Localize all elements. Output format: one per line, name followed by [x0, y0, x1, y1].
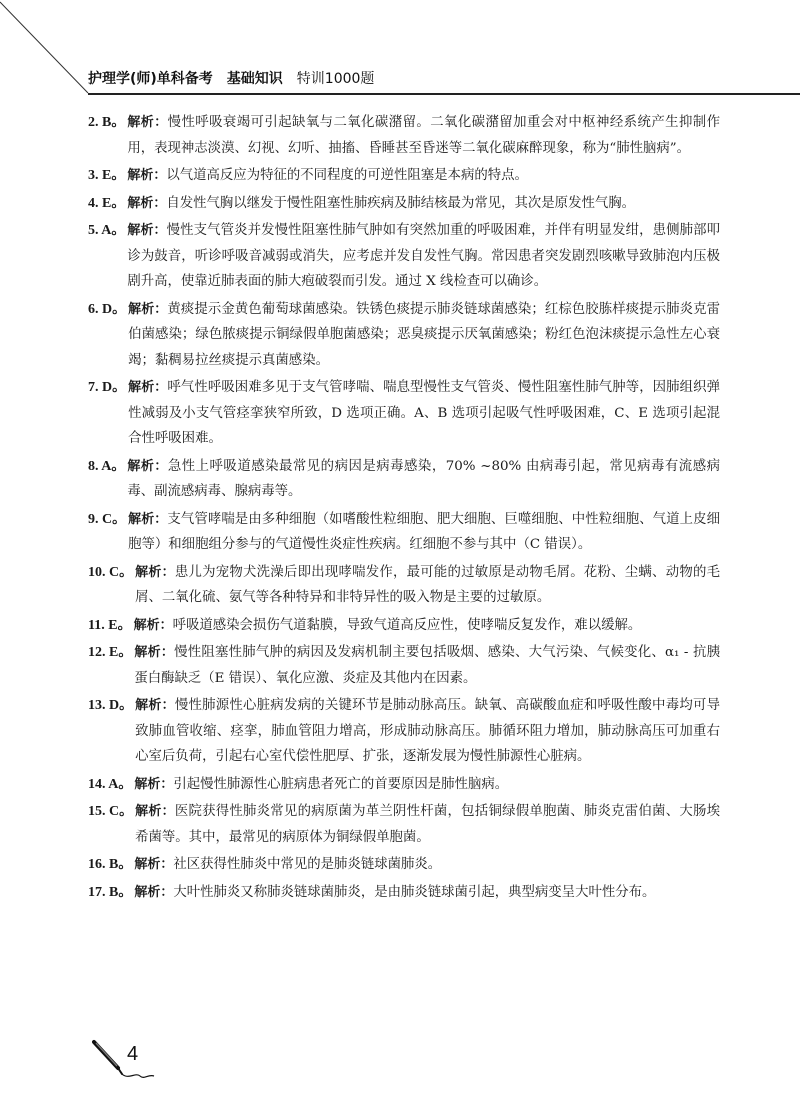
answer-explanation [127, 163, 720, 189]
explanation-text: 急性上呼吸道感染最常见的病因是病毒感染，70% ~80% 由病毒引起，常见病毒有流感病毒、副流感病毒、腺病毒等。 [127, 458, 720, 499]
answer-number: 6. D。 [88, 301, 127, 317]
explanation-text: 慢性肺源性心脏病发病的关键环节是肺动脉高压。缺氧、高碳酸血症和呼吸性酸中毒均可导致肺血管收缩、痉挛，肺血管阻力增高，形成肺动脉高压。肺循环阻力增加，肺动脉高压可加重右心室后负荷，引起右心室代偿性肥厚、扩张，逐渐发展为慢性肺源性心脏病。 [135, 698, 720, 764]
answer-explanation [134, 640, 720, 691]
answer-explanation [134, 852, 720, 878]
answer-explanation [134, 613, 720, 639]
answer-explanation [128, 375, 720, 452]
answer-explanation [135, 799, 720, 850]
answer-number: 8. A。 [88, 458, 126, 474]
explanation-text: 慢性支气管炎并发慢性阻塞性肺气肿如有突然加重的呼吸困难，并伴有明显发绀，患侧肺部叩诊为鼓音，听诊呼吸音减弱或消失，应考虑并发自发性气胸。常因患者突发剧烈咳嗽导致肺泡内压极剧升高，使靠近肺表面的肺大疱破裂而引发。通过 X 线检查可以确诊。 [127, 223, 720, 289]
explanation-label: 解析： [128, 380, 168, 395]
answer-entry [88, 110, 720, 161]
answer-entry [88, 613, 720, 639]
explanation-label: 解析： [128, 511, 168, 527]
answer-entry [88, 772, 720, 798]
explanation-text: 医院获得性肺炎常见的病原菌为革兰阴性杆菌，包括铜绿假单胞菌、肺炎克雷伯菌、大肠埃希菌等。其中，最常见的病原体为铜绿假单胞菌。 [135, 804, 720, 845]
explanation-text: 引起慢性肺源性心脏病患者死亡的首要原因是肺性脑病。 [173, 776, 509, 792]
explanation-text: 自发性气胸以继发于慢性阻塞性肺疾病及肺结核最为常见，其次是原发性气胸。 [166, 195, 636, 211]
explanation-label: 解析： [134, 776, 174, 792]
explanation-label: 解析： [133, 617, 173, 633]
explanation-label: 解析： [127, 458, 168, 474]
explanation-label: 解析： [134, 645, 175, 660]
answer-entry [88, 799, 720, 850]
answer-number: 2. B。 [88, 115, 126, 130]
answer-entry [88, 454, 720, 505]
explanation-label: 解析： [127, 223, 167, 238]
answer-number: 10. C。 [88, 564, 134, 580]
answer-number: 14. A。 [88, 776, 133, 792]
answer-number: 5. A。 [88, 223, 126, 238]
explanation-text: 慢性呼吸衰竭可引起缺氧与二氧化碳潴留。二氧化碳潴留加重会对中枢神经系统产生抑制作用，表现神志淡漠、幻视、幻听、抽搐、昏睡甚至昏迷等二氧化碳麻醉现象，称为“肺性脑病”。 [127, 115, 720, 156]
explanation-label: 解析： [135, 804, 175, 819]
explanation-text: 支气管哮喘是由多种细胞（如嗜酸性粒细胞、肥大细胞、巨噬细胞、中性粒细胞、气道上皮细胞等）和细胞组分参与的气道慢性炎症性疾病。红细胞不参与其中（C 错误）。 [128, 511, 720, 552]
header-rule [88, 93, 800, 95]
answer-explanation [135, 693, 720, 770]
answer-entry [88, 507, 720, 558]
answer-explanation [128, 297, 720, 374]
explanation-text: 患儿为宠物犬洗澡后即出现哮喘发作，最可能的过敏原是动物毛屑。花粉、尘螨、动物的毛屑、二氧化硫、氨气等各种特异和非特异性的吸入物是主要的过敏原。 [135, 564, 720, 605]
book-volume: 特训1000题 [296, 71, 375, 87]
answer-entry [88, 640, 720, 691]
book-subject: 基础知识 [226, 71, 283, 87]
explanation-text: 慢性阻塞性肺气肿的病因及发病机制主要包括吸烟、感染、大气污染、气候变化、α₁ - 抗胰蛋白酶缺乏（E 错误）、氧化应激、炎症及其他内在因素。 [134, 645, 720, 686]
answer-entry [88, 163, 720, 189]
answer-entry [88, 560, 720, 611]
answer-explanation [135, 560, 720, 611]
answer-number: 12. E。 [88, 645, 133, 660]
corner-decoration-line [0, 0, 90, 95]
answer-number: 16. B。 [88, 857, 133, 872]
answer-entry [88, 852, 720, 878]
answer-entry [88, 693, 720, 770]
explanation-text: 大叶性肺炎又称肺炎链球菌肺炎，是由肺炎链球菌引起，典型病变呈大叶性分布。 [173, 884, 656, 900]
answer-explanations [88, 110, 720, 907]
book-series-title: 护理学(师)单科备考 [88, 71, 213, 87]
explanation-text: 呼吸道感染会损伤气道黏膜，导致气道高反应性，使哮喘反复发作，难以缓解。 [172, 617, 642, 633]
answer-explanation [134, 880, 720, 906]
answer-entry [88, 191, 720, 217]
explanation-text: 呼气性呼吸困难多见于支气管哮喘、喘息型慢性支气管炎、慢性阻塞性肺气肿等，因肺组织弹性减弱及小支气管痉挛狭窄所致，D 选项正确。A、B 选项引起吸气性呼吸困难，C、E 选项引起混合性呼吸困难。 [128, 380, 720, 446]
explanation-label: 解析： [135, 564, 175, 580]
answer-entry [88, 880, 720, 906]
explanation-label: 解析： [127, 195, 167, 211]
answer-number: 15. C。 [88, 804, 134, 819]
explanation-label: 解析： [134, 884, 174, 900]
answer-entry [88, 375, 720, 452]
answer-explanation [127, 191, 720, 217]
answer-number: 9. C。 [88, 511, 127, 527]
answer-explanation [127, 110, 720, 161]
explanation-text: 社区获得性肺炎中常见的是肺炎链球菌肺炎。 [173, 857, 442, 872]
page-number: 4 [127, 1043, 139, 1065]
running-header [88, 66, 374, 90]
answer-entry [88, 218, 720, 295]
answer-number: 13. D。 [88, 698, 134, 713]
explanation-label: 解析： [127, 115, 168, 130]
answer-number: 17. B。 [88, 884, 133, 900]
explanation-label: 解析： [135, 698, 175, 713]
explanation-label: 解析： [128, 301, 168, 317]
answer-explanation [127, 218, 720, 295]
answer-number: 4. E。 [88, 195, 126, 211]
explanation-label: 解析： [127, 168, 167, 183]
answer-explanation [128, 507, 720, 558]
explanation-text: 黄痰提示金黄色葡萄球菌感染。铁锈色痰提示肺炎链球菌感染；红棕色胶胨样痰提示肺炎克雷伯菌感染；绿色脓痰提示铜绿假单胞菌感染；恶臭痰提示厌氧菌感染；粉红色泡沫痰提示急性左心衰竭；黏稠易拉丝痰提示真菌感染。 [128, 301, 720, 368]
answer-explanation [127, 454, 720, 505]
answer-entry [88, 297, 720, 374]
answer-number: 7. D。 [88, 380, 127, 395]
explanation-label: 解析： [134, 857, 174, 872]
explanation-text: 以气道高反应为特征的不同程度的可逆性阻塞是本病的特点。 [166, 168, 528, 183]
answer-number: 3. E。 [88, 168, 126, 183]
answer-number: 11. E。 [88, 617, 132, 633]
answer-explanation [134, 772, 720, 798]
